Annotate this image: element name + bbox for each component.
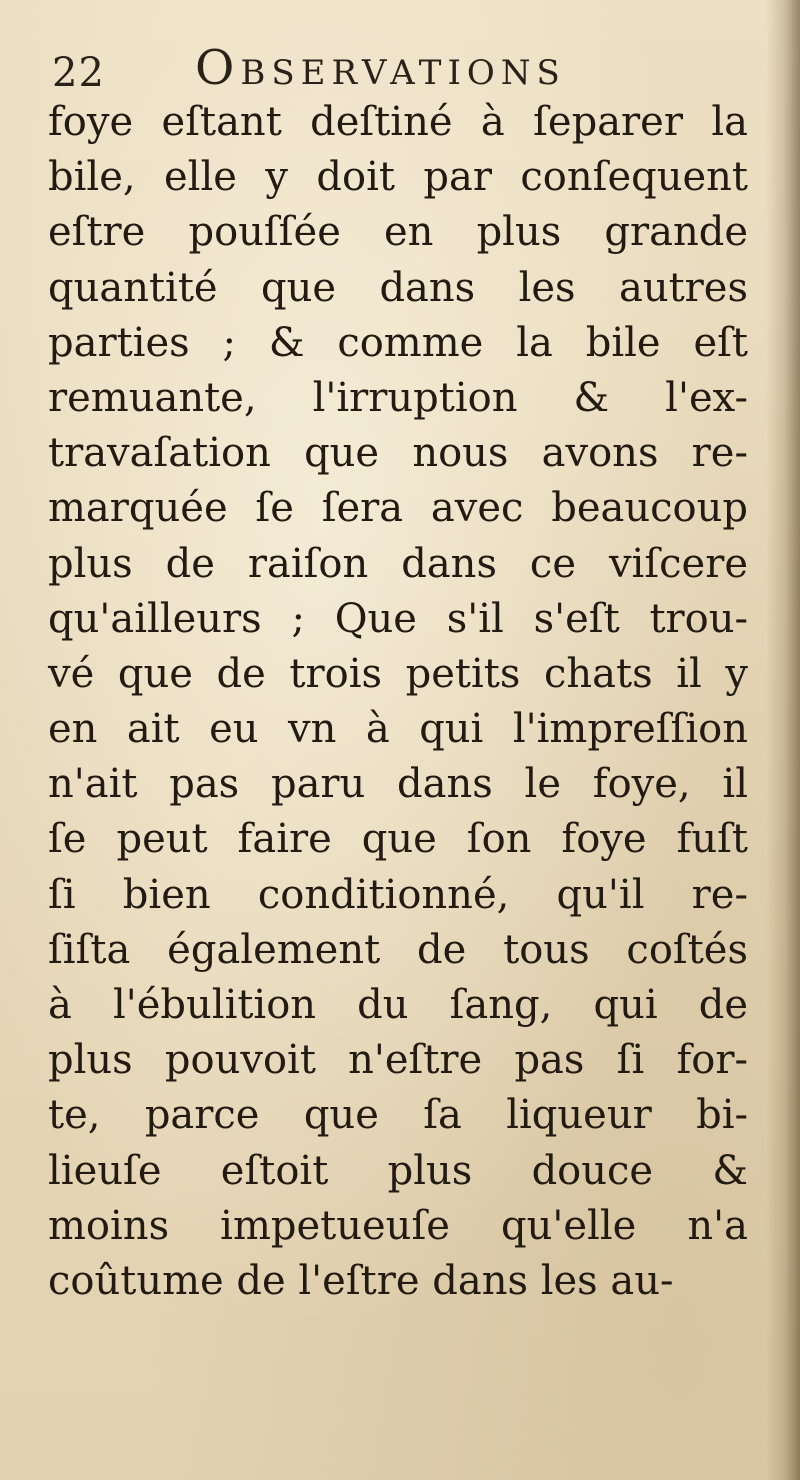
text-line: lieuſe eſtoit plus douce & — [48, 1147, 748, 1194]
text-line: remuante, l'irruption & l'ex- — [48, 374, 748, 421]
page-gutter-shadow — [766, 0, 800, 1480]
text-line: foye eſtant deſtiné à ſeparer la — [48, 99, 748, 145]
text-line: parties ; & comme la bile eſt — [48, 319, 748, 366]
text-line: moins impetueuſe qu'elle n'a — [48, 1202, 748, 1249]
text-line: à l'ébulition du ſang, qui de — [48, 982, 748, 1028]
running-title: Observations — [195, 40, 566, 96]
text-line: plus de raiſon dans ce viſcere — [48, 540, 748, 587]
text-line: n'ait pas paru dans le foye, il — [48, 761, 748, 808]
body-text — [48, 95, 748, 1309]
text-line: ſiſta également de tous coſtés — [48, 926, 748, 973]
text-line: ſe peut faire que ſon foye fuſt — [48, 816, 748, 863]
text-line: en ait eu vn à qui l'impreſſion — [48, 706, 748, 753]
text-line: quantité que dans les autres — [48, 264, 748, 311]
text-line: vé que de trois petits chats il y — [48, 650, 748, 697]
text-line: marquée ſe ſera avec beaucoup — [48, 485, 748, 532]
text-line: eſtre pouſſée en plus grande — [48, 209, 748, 256]
page-header — [52, 40, 752, 100]
text-line: te, parce que ſa liqueur bi- — [48, 1092, 748, 1139]
text-line: travaſation que nous avons re- — [48, 430, 748, 477]
text-line: ſi bien conditionné, qu'il re- — [48, 871, 748, 918]
text-line: plus pouvoit n'eſtre pas ſi for- — [48, 1037, 748, 1084]
text-line: bile, elle y doit par conſequent — [48, 154, 748, 201]
page-number: 22 — [52, 50, 105, 96]
text-line: coûtume de l'eſtre dans les au- — [48, 1257, 674, 1304]
text-line: qu'ailleurs ; Que s'il s'eſt trou- — [48, 595, 748, 642]
